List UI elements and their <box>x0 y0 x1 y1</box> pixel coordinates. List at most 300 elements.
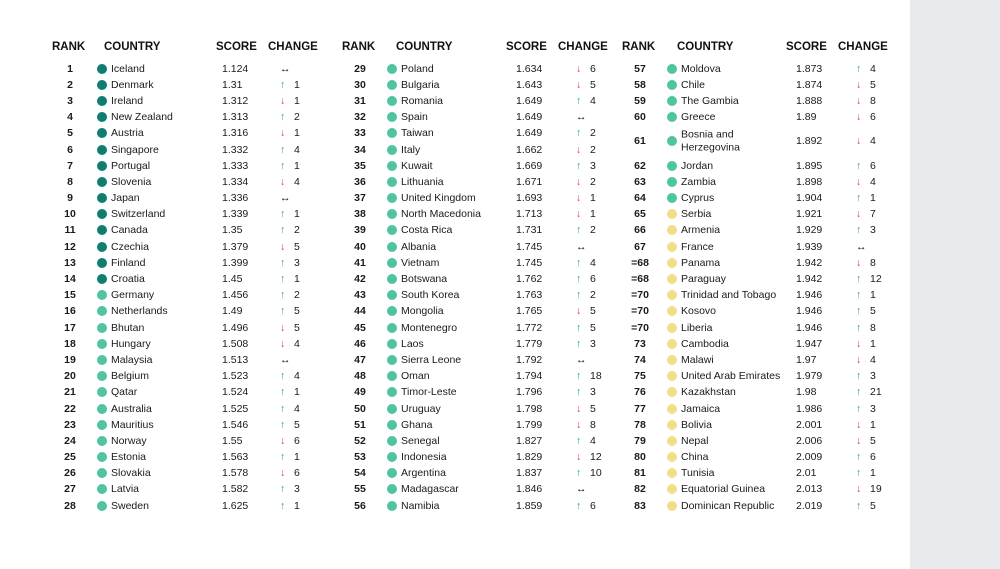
change-value: 8 <box>590 418 596 431</box>
change-value: 1 <box>870 337 876 350</box>
arrow-down-icon: ↓ <box>856 483 862 496</box>
change-cell <box>280 354 294 366</box>
category-dot-icon <box>97 193 107 203</box>
rank-cell: 41 <box>354 256 366 269</box>
score-cell: 1.523 <box>222 370 249 383</box>
change-value: 3 <box>590 337 596 350</box>
arrow-both-icon: ↔ <box>856 240 867 253</box>
change-value: 6 <box>870 451 876 464</box>
change-cell <box>576 192 596 204</box>
rank-cell: 25 <box>64 451 76 464</box>
category-dot-icon <box>387 339 397 349</box>
score-cell: 1.765 <box>516 305 543 318</box>
category-dot-icon <box>387 404 397 414</box>
change-cell <box>856 467 876 479</box>
country-name: Finland <box>111 256 146 269</box>
rank-cell: 6 <box>67 143 73 156</box>
country-cell <box>111 499 149 512</box>
score-cell: 1.649 <box>516 111 543 124</box>
arrow-down-icon: ↓ <box>576 78 582 91</box>
category-dot-icon <box>667 274 677 284</box>
country-cell <box>681 402 720 415</box>
change-value: 1 <box>590 208 596 221</box>
country-name: Portugal <box>111 159 151 172</box>
category-dot-icon <box>667 136 677 146</box>
score-header: SCORE <box>786 41 827 53</box>
rank-cell: 73 <box>634 337 646 350</box>
country-cell <box>111 354 152 367</box>
change-value: 1 <box>294 78 300 91</box>
change-value: 8 <box>870 94 876 107</box>
country-name: Bhutan <box>111 321 145 334</box>
change-cell <box>856 241 870 253</box>
change-cell <box>856 451 876 463</box>
country-header: COUNTRY <box>104 41 161 53</box>
country-name: Albania <box>401 240 437 253</box>
change-value: 8 <box>870 321 876 334</box>
country-cell <box>401 111 428 124</box>
score-cell: 1.874 <box>796 78 823 91</box>
country-name: Tunisia <box>681 467 715 480</box>
country-name: Uruguay <box>401 402 441 415</box>
score-cell: 1.525 <box>222 402 249 415</box>
change-cell <box>576 289 596 301</box>
rank-cell: 18 <box>64 337 76 350</box>
score-cell: 1.846 <box>516 483 543 496</box>
category-dot-icon <box>387 387 397 397</box>
change-value: 3 <box>870 224 876 237</box>
category-dot-icon <box>97 225 107 235</box>
category-dot-icon <box>97 96 107 106</box>
rank-cell: 22 <box>64 402 76 415</box>
arrow-up-icon: ↑ <box>576 467 582 480</box>
country-cell <box>681 499 774 512</box>
arrow-down-icon: ↓ <box>280 467 286 480</box>
country-name: Senegal <box>401 434 440 447</box>
country-cell <box>111 483 139 496</box>
rank-cell: 34 <box>354 143 366 156</box>
score-cell: 1.379 <box>222 240 249 253</box>
arrow-up-icon: ↑ <box>856 321 862 334</box>
country-cell <box>401 79 440 92</box>
country-cell <box>111 111 173 124</box>
rank-cell: 40 <box>354 240 366 253</box>
arrow-up-icon: ↑ <box>856 451 862 464</box>
rank-cell: =68 <box>631 256 649 269</box>
rank-cell: 83 <box>634 499 646 512</box>
arrow-down-icon: ↓ <box>576 208 582 221</box>
arrow-up-icon: ↑ <box>576 273 582 286</box>
change-cell <box>280 224 300 236</box>
arrow-down-icon: ↓ <box>576 143 582 156</box>
country-cell <box>401 95 443 108</box>
country-name: Greece <box>681 110 716 123</box>
category-dot-icon <box>387 96 397 106</box>
country-cell <box>401 305 444 318</box>
score-cell: 1.942 <box>796 273 823 286</box>
category-dot-icon <box>97 80 107 90</box>
category-dot-icon <box>667 452 677 462</box>
category-dot-icon <box>667 339 677 349</box>
change-value: 3 <box>870 370 876 383</box>
country-cell <box>111 192 140 205</box>
change-cell <box>856 338 876 350</box>
change-value: 2 <box>590 175 596 188</box>
category-dot-icon <box>667 161 677 171</box>
country-cell <box>401 273 447 286</box>
change-value: 7 <box>870 208 876 221</box>
score-cell: 1.55 <box>222 434 243 447</box>
score-cell: 1.316 <box>222 127 249 140</box>
arrow-up-icon: ↑ <box>280 483 286 496</box>
arrow-up-icon: ↑ <box>856 62 862 75</box>
score-cell: 1.693 <box>516 192 543 205</box>
category-dot-icon <box>387 209 397 219</box>
country-name: France <box>681 240 714 253</box>
country-name: Qatar <box>111 386 138 399</box>
change-value: 6 <box>870 111 876 124</box>
arrow-up-icon: ↑ <box>280 78 286 91</box>
rank-cell: =70 <box>631 305 649 318</box>
category-dot-icon <box>97 323 107 333</box>
rank-cell: 79 <box>634 434 646 447</box>
score-cell: 1.745 <box>516 240 543 253</box>
rank-cell: 30 <box>354 78 366 91</box>
category-dot-icon <box>97 355 107 365</box>
country-name: Norway <box>111 434 147 447</box>
category-dot-icon <box>97 258 107 268</box>
score-cell: 1.794 <box>516 370 543 383</box>
score-cell: 2.006 <box>796 434 823 447</box>
country-cell <box>681 273 726 286</box>
country-name: Estonia <box>111 450 147 463</box>
change-cell <box>576 63 596 75</box>
rank-cell: 21 <box>64 386 76 399</box>
score-cell: 1.649 <box>516 94 543 107</box>
change-cell <box>280 451 300 463</box>
rank-cell: 48 <box>354 370 366 383</box>
arrow-up-icon: ↑ <box>280 370 286 383</box>
country-cell <box>111 402 152 415</box>
rank-cell: 81 <box>634 467 646 480</box>
score-cell: 1.669 <box>516 159 543 172</box>
rank-cell: 2 <box>67 78 73 91</box>
category-dot-icon <box>387 258 397 268</box>
score-cell: 1.31 <box>222 78 243 91</box>
change-value: 1 <box>590 192 596 205</box>
rank-cell: 76 <box>634 386 646 399</box>
country-cell <box>111 143 159 156</box>
change-value: 6 <box>590 273 596 286</box>
change-cell <box>856 63 876 75</box>
rank-cell: =70 <box>631 321 649 334</box>
change-cell <box>576 354 590 366</box>
country-name: Cyprus <box>681 191 715 204</box>
category-dot-icon <box>97 420 107 430</box>
country-cell <box>111 95 143 108</box>
rank-cell: 61 <box>634 135 646 148</box>
rank-header: RANK <box>52 41 86 53</box>
change-cell <box>576 338 596 350</box>
arrow-down-icon: ↓ <box>576 451 582 464</box>
score-header: SCORE <box>216 41 257 53</box>
change-value: 5 <box>870 434 876 447</box>
rank-cell: 59 <box>634 94 646 107</box>
country-name: Mongolia <box>401 305 444 318</box>
arrow-up-icon: ↑ <box>576 159 582 172</box>
change-value: 1 <box>870 418 876 431</box>
rank-cell: 67 <box>634 240 646 253</box>
category-dot-icon <box>97 274 107 284</box>
change-value: 4 <box>590 256 596 269</box>
change-cell <box>280 289 300 301</box>
change-cell <box>280 483 300 495</box>
change-value: 5 <box>870 305 876 318</box>
change-value: 5 <box>294 418 300 431</box>
category-dot-icon <box>387 420 397 430</box>
score-cell: 1.946 <box>796 289 823 302</box>
country-name: Denmark <box>111 78 154 91</box>
arrow-down-icon: ↓ <box>280 94 286 107</box>
country-cell <box>111 208 165 221</box>
country-name: Oman <box>401 369 430 382</box>
category-dot-icon <box>387 501 397 511</box>
change-value: 6 <box>590 499 596 512</box>
arrow-up-icon: ↑ <box>576 321 582 334</box>
arrow-up-icon: ↑ <box>576 337 582 350</box>
country-name: Kazakhstan <box>681 386 736 399</box>
country-cell <box>401 418 433 431</box>
country-cell <box>681 176 716 189</box>
change-cell <box>280 338 300 350</box>
change-value: 10 <box>590 467 602 480</box>
score-cell: 1.798 <box>516 402 543 415</box>
rank-cell: 35 <box>354 159 366 172</box>
arrow-up-icon: ↑ <box>280 159 286 172</box>
change-header: CHANGE <box>268 41 318 53</box>
rank-cell: 55 <box>354 483 366 496</box>
arrow-up-icon: ↑ <box>280 143 286 156</box>
change-cell <box>856 419 876 431</box>
country-cell <box>111 321 144 334</box>
score-cell: 1.921 <box>796 208 823 221</box>
arrow-up-icon: ↑ <box>280 224 286 237</box>
arrow-up-icon: ↑ <box>576 127 582 140</box>
change-value: 1 <box>870 467 876 480</box>
category-dot-icon <box>97 112 107 122</box>
country-cell <box>681 386 736 399</box>
score-cell: 1.762 <box>516 273 543 286</box>
arrow-down-icon: ↓ <box>280 321 286 334</box>
rank-cell: 82 <box>634 483 646 496</box>
country-name: Vietnam <box>401 256 440 269</box>
change-value: 1 <box>294 273 300 286</box>
change-cell <box>280 111 300 123</box>
category-dot-icon <box>667 468 677 478</box>
score-cell: 1.312 <box>222 94 249 107</box>
category-dot-icon <box>387 225 397 235</box>
rank-cell: 29 <box>354 62 366 75</box>
country-cell <box>681 129 740 154</box>
country-name: Argentina <box>401 467 446 480</box>
country-cell <box>681 159 713 172</box>
change-cell <box>856 111 876 123</box>
rank-cell: 12 <box>64 240 76 253</box>
category-dot-icon <box>667 484 677 494</box>
score-cell: 1.829 <box>516 451 543 464</box>
change-cell <box>856 224 876 236</box>
category-dot-icon <box>667 323 677 333</box>
change-value: 5 <box>294 305 300 318</box>
rank-cell: 7 <box>67 159 73 172</box>
change-cell <box>856 176 876 188</box>
category-dot-icon <box>667 306 677 316</box>
country-name: Australia <box>111 402 152 415</box>
category-dot-icon <box>387 484 397 494</box>
change-cell <box>576 241 590 253</box>
country-cell <box>401 127 434 140</box>
rank-cell: 46 <box>354 337 366 350</box>
category-dot-icon <box>97 290 107 300</box>
rank-cell: 75 <box>634 370 646 383</box>
country-name: Paraguay <box>681 272 726 285</box>
country-cell <box>401 289 459 302</box>
score-cell: 1.979 <box>796 370 823 383</box>
category-dot-icon <box>387 64 397 74</box>
category-dot-icon <box>667 64 677 74</box>
change-value: 4 <box>294 402 300 415</box>
country-cell <box>401 159 433 172</box>
score-cell: 1.779 <box>516 337 543 350</box>
score-cell: 1.582 <box>222 483 249 496</box>
score-cell: 1.563 <box>222 451 249 464</box>
rank-cell: 49 <box>354 386 366 399</box>
score-cell: 1.334 <box>222 175 249 188</box>
change-cell <box>280 305 300 317</box>
arrow-up-icon: ↑ <box>280 111 286 124</box>
rank-cell: 10 <box>64 208 76 221</box>
country-name: Malawi <box>681 353 714 366</box>
change-cell <box>856 435 876 447</box>
change-value: 4 <box>870 135 876 148</box>
category-dot-icon <box>667 501 677 511</box>
rank-cell: 57 <box>634 62 646 75</box>
country-name: Cambodia <box>681 337 729 350</box>
rank-cell: 14 <box>64 273 76 286</box>
rank-cell: 51 <box>354 418 366 431</box>
change-value: 2 <box>590 289 596 302</box>
change-cell <box>280 241 300 253</box>
country-name: Lithuania <box>401 175 444 188</box>
country-cell <box>401 240 436 253</box>
rank-cell: 65 <box>634 208 646 221</box>
country-cell <box>401 338 424 351</box>
change-value: 6 <box>870 159 876 172</box>
arrow-up-icon: ↑ <box>856 159 862 172</box>
change-value: 21 <box>870 386 882 399</box>
country-cell <box>681 289 776 302</box>
country-cell <box>111 467 151 480</box>
arrow-both-icon: ↔ <box>576 483 587 496</box>
change-cell <box>856 500 876 512</box>
country-name: Latvia <box>111 483 140 496</box>
country-cell <box>401 143 420 156</box>
rank-cell: 80 <box>634 451 646 464</box>
change-cell <box>856 322 876 334</box>
arrow-down-icon: ↓ <box>856 256 862 269</box>
score-cell: 1.799 <box>516 418 543 431</box>
change-cell <box>576 467 602 479</box>
country-cell <box>681 79 705 92</box>
country-name: China <box>681 450 709 463</box>
country-cell <box>401 499 440 512</box>
score-cell: 1.827 <box>516 434 543 447</box>
change-value: 18 <box>590 370 602 383</box>
category-dot-icon <box>97 161 107 171</box>
category-dot-icon <box>667 290 677 300</box>
score-cell: 2.01 <box>796 467 817 480</box>
score-cell: 1.662 <box>516 143 543 156</box>
score-cell: 1.942 <box>796 256 823 269</box>
change-value: 4 <box>294 143 300 156</box>
change-cell <box>280 63 294 75</box>
country-cell <box>401 321 457 334</box>
change-cell <box>280 208 300 220</box>
score-cell: 1.898 <box>796 175 823 188</box>
change-value: 4 <box>590 94 596 107</box>
category-dot-icon <box>667 242 677 252</box>
country-name: Bulgaria <box>401 78 440 91</box>
change-cell <box>280 176 300 188</box>
arrow-up-icon: ↑ <box>856 224 862 237</box>
change-value: 2 <box>294 111 300 124</box>
country-name: Czechia <box>111 240 149 253</box>
country-name: Sweden <box>111 499 149 512</box>
arrow-up-icon: ↑ <box>856 499 862 512</box>
rank-cell: 19 <box>64 353 76 366</box>
country-name: Equatorial Guinea <box>681 483 766 496</box>
score-cell: 1.837 <box>516 467 543 480</box>
change-value: 6 <box>590 62 596 75</box>
country-cell <box>681 208 711 221</box>
rank-cell: 44 <box>354 305 366 318</box>
arrow-up-icon: ↑ <box>280 418 286 431</box>
change-value: 4 <box>870 62 876 75</box>
arrow-down-icon: ↓ <box>856 175 862 188</box>
change-value: 5 <box>590 321 596 334</box>
country-cell <box>681 192 714 205</box>
change-cell <box>576 403 596 415</box>
country-cell <box>111 386 137 399</box>
country-cell <box>401 257 439 270</box>
country-cell <box>401 467 446 480</box>
change-value: 3 <box>294 483 300 496</box>
change-header: CHANGE <box>558 41 608 53</box>
arrow-up-icon: ↑ <box>280 386 286 399</box>
country-cell <box>401 62 434 75</box>
arrow-up-icon: ↑ <box>280 451 286 464</box>
score-cell: 1.333 <box>222 159 249 172</box>
country-name: Laos <box>401 337 424 350</box>
rank-cell: 23 <box>64 418 76 431</box>
change-cell <box>280 403 300 415</box>
change-value: 2 <box>590 127 596 140</box>
arrow-up-icon: ↑ <box>856 370 862 383</box>
score-cell: 1.643 <box>516 78 543 91</box>
change-cell <box>280 435 300 447</box>
country-name: South Korea <box>401 288 460 301</box>
country-name: Switzerland <box>111 208 166 221</box>
